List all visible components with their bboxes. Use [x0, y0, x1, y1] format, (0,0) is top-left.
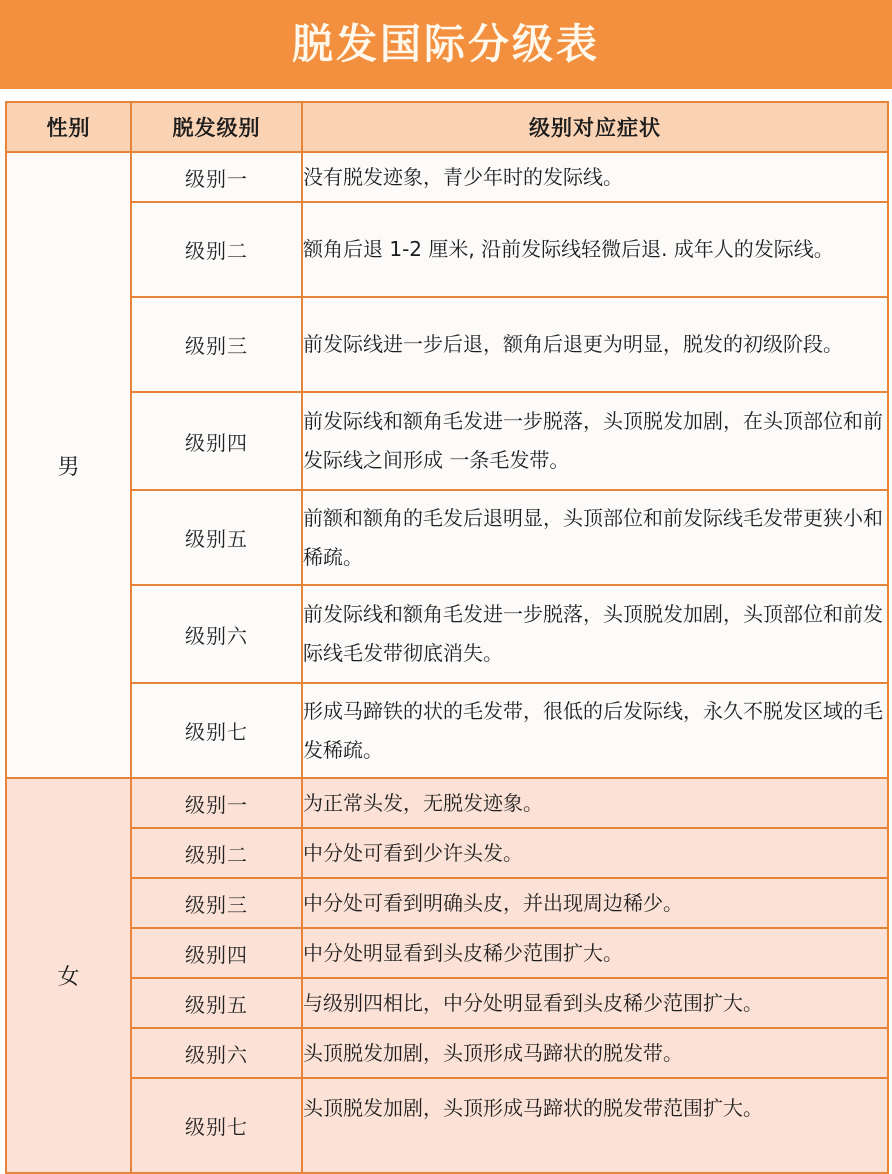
level-cell: 级别四 [131, 928, 302, 978]
table-row [6, 490, 888, 585]
table-row [6, 202, 888, 297]
level-cell: 级别六 [131, 585, 302, 683]
level-cell: 级别五 [131, 978, 302, 1028]
symptom-cell: 中分处可看到少许头发。 [302, 828, 888, 878]
level-cell: 级别三 [131, 878, 302, 928]
symptom-cell: 头顶脱发加剧，头顶形成马蹄状的脱发带。 [302, 1028, 888, 1078]
table-row [6, 1028, 888, 1078]
level-cell: 级别一 [131, 778, 302, 828]
level-cell: 级别三 [131, 297, 302, 392]
table-row [6, 878, 888, 928]
table-row [6, 978, 888, 1028]
symptom-cell: 前发际线进一步后退，额角后退更为明显，脱发的初级阶段。 [302, 297, 888, 392]
level-cell: 级别一 [131, 152, 302, 202]
table-row [6, 778, 888, 828]
table-row [6, 928, 888, 978]
table-header [6, 102, 888, 152]
symptom-cell: 头顶脱发加剧，头顶形成马蹄状的脱发带范围扩大。 [302, 1078, 888, 1173]
header-row [6, 102, 888, 152]
level-cell: 级别二 [131, 202, 302, 297]
level-cell: 级别五 [131, 490, 302, 585]
table-row [6, 828, 888, 878]
header-gender: 性别 [6, 102, 131, 152]
level-cell: 级别二 [131, 828, 302, 878]
level-cell: 级别六 [131, 1028, 302, 1078]
table-row [6, 392, 888, 490]
table-row [6, 1078, 888, 1173]
page-title: 脱发国际分级表 [292, 20, 600, 68]
header-symptom: 级别对应症状 [302, 102, 888, 152]
table-row [6, 683, 888, 778]
symptom-cell: 与级别四相比，中分处明显看到头皮稀少范围扩大。 [302, 978, 888, 1028]
table-body [6, 152, 888, 1173]
level-cell: 级别七 [131, 1078, 302, 1173]
header-level: 脱发级别 [131, 102, 302, 152]
symptom-cell: 形成马蹄铁的状的毛发带，很低的后发际线，永久不脱发区域的毛发稀疏。 [302, 683, 888, 778]
hair-loss-grade-table [5, 101, 889, 1174]
symptom-cell: 中分处可看到明确头皮，并出现周边稀少。 [302, 878, 888, 928]
table-row [6, 152, 888, 202]
symptom-cell: 额角后退 1-2 厘米, 沿前发际线轻微后退. 成年人的发际线。 [302, 202, 888, 297]
table-row [6, 297, 888, 392]
symptom-cell: 没有脱发迹象，青少年时的发际线。 [302, 152, 888, 202]
table-row [6, 585, 888, 683]
symptom-cell: 为正常头发，无脱发迹象。 [302, 778, 888, 828]
gender-cell-female: 女 [6, 778, 131, 1173]
symptom-cell: 前发际线和额角毛发进一步脱落，头顶脱发加剧，头顶部位和前发际线毛发带彻底消失。 [302, 585, 888, 683]
level-cell: 级别七 [131, 683, 302, 778]
grade-table-container [5, 101, 887, 1165]
gender-cell-male: 男 [6, 152, 131, 778]
title-band [0, 0, 892, 89]
level-cell: 级别四 [131, 392, 302, 490]
symptom-cell: 中分处明显看到头皮稀少范围扩大。 [302, 928, 888, 978]
symptom-cell: 前额和额角的毛发后退明显，头顶部位和前发际线毛发带更狭小和稀疏。 [302, 490, 888, 585]
symptom-cell: 前发际线和额角毛发进一步脱落，头顶脱发加剧，在头顶部位和前发际线之间形成 一条毛发带。 [302, 392, 888, 490]
